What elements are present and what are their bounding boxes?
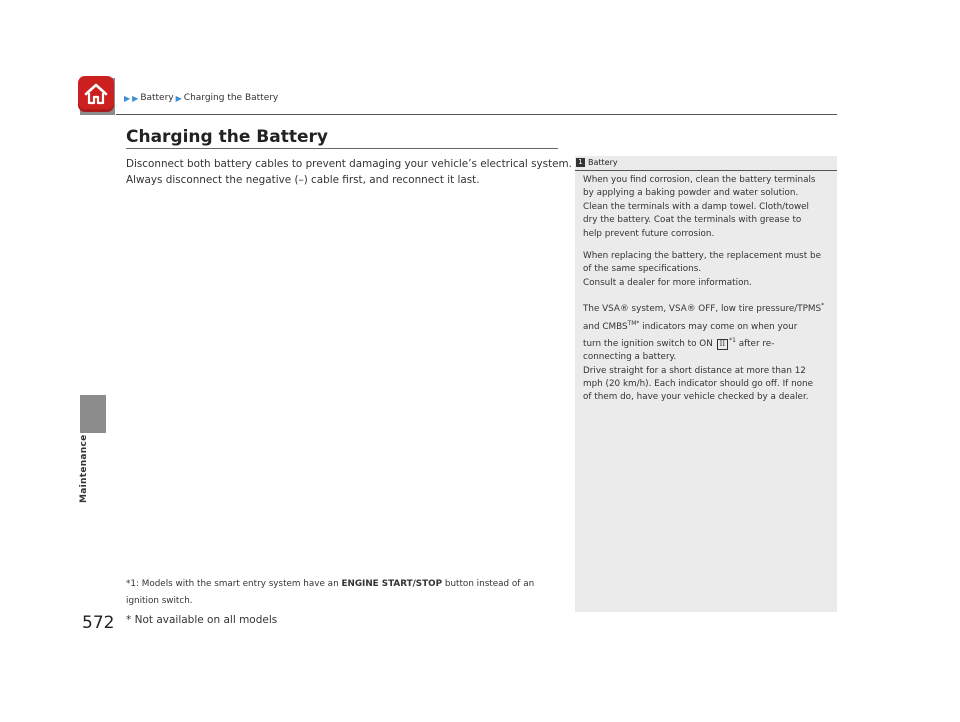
body-line: Always disconnect the negative (–) cable first, and reconnect it last. [126, 174, 480, 186]
triangle-right-icon: ▶ [175, 93, 182, 103]
header-divider [116, 114, 837, 115]
breadcrumb-item-charging[interactable]: Charging the Battery [183, 93, 279, 103]
title-divider [126, 148, 558, 149]
body-text [126, 156, 572, 188]
note-heading [575, 158, 837, 167]
breadcrumb-item-battery[interactable]: Battery [140, 93, 174, 103]
body-line: Disconnect both battery cables to prevent damaging your vehicle’s electrical system. [126, 158, 572, 170]
page-title: Charging the Battery [126, 127, 328, 147]
note-paragraph: When you find corrosion, clean the battery terminals by applying a baking powder and water solution. Clean the terminals with a damp towel. Cloth/towel dry the battery. Coat the terminals with grease to help prevent future corrosion. [583, 175, 816, 239]
note-number: 1 [576, 158, 585, 167]
breadcrumb [124, 93, 278, 103]
note-title[interactable]: Battery [588, 158, 618, 167]
home-icon [78, 76, 114, 112]
section-tab-marker [80, 395, 106, 433]
home-button[interactable] [78, 76, 114, 112]
section-tab-label: Maintenance [79, 434, 89, 504]
note-divider [575, 170, 837, 171]
note-body [583, 174, 831, 414]
engine-start-stop-label: ENGINE START/STOP [341, 579, 443, 589]
availability-note: * Not available on all models [126, 614, 278, 626]
page-number: 572 [82, 613, 115, 633]
note-paragraph: When replacing the battery, the replacement must be of the same specifications. Consult a dealer for more information. [583, 251, 821, 288]
note-paragraph: The VSA® system, VSA® OFF, low tire pressure/TPMS* and $CMBS^{TM*}$ indicators may come on when your turn the ignition switch to ON II $^{*1}$ after re- connecting a battery. Drive straight for a short distance at more than 12 mph (20 km/h). Each indicator should go off. If none of them do, have your vehicle checked by a dealer. [583, 302, 825, 403]
ignition-position-icon: II [717, 339, 729, 350]
footnote: *1: Models with the smart entry system have an ENGINE START/STOP button instead of an ignition switch. [126, 579, 535, 606]
triangle-right-icon: ▶ [124, 93, 131, 103]
triangle-right-icon: ▶ [132, 93, 139, 103]
